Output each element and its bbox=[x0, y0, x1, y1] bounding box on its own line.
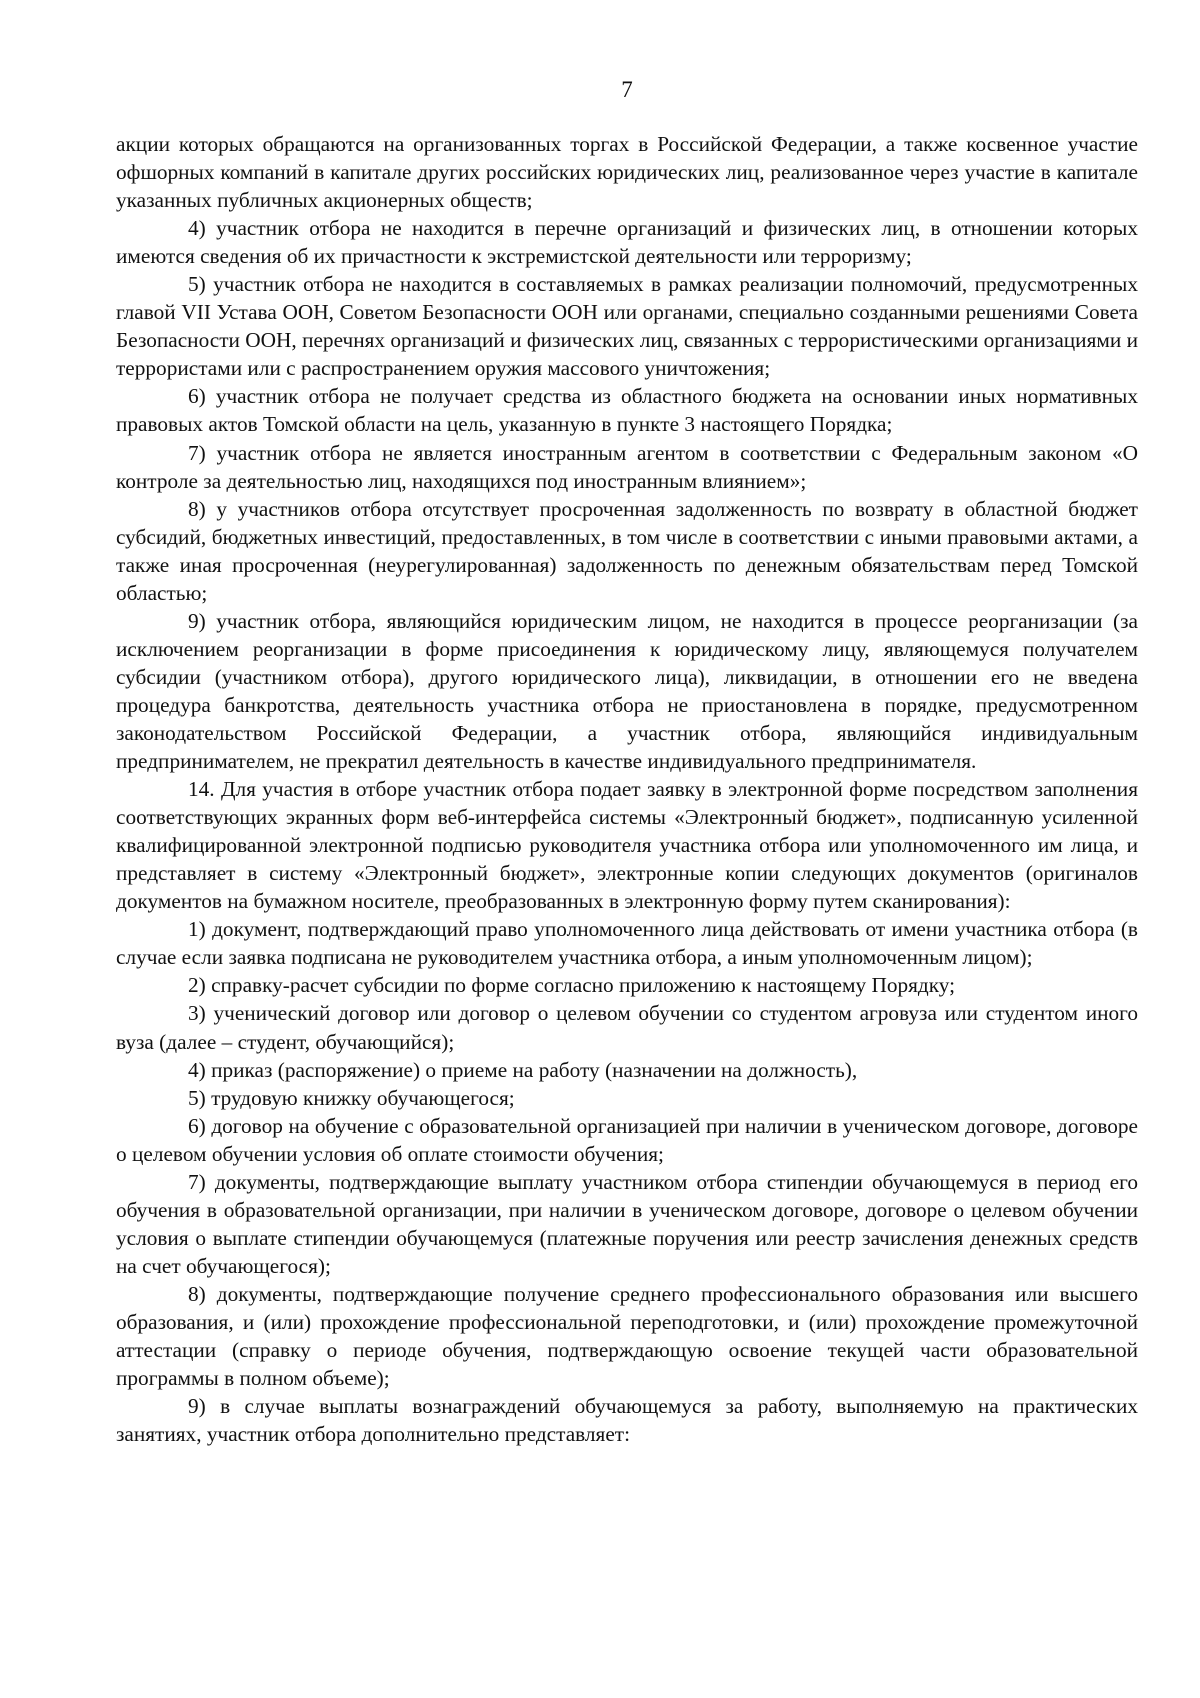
paragraph-doc-7: 7) документы, подтверждающие выплату участником отбора стипендии обучающемуся в период его обучения в образовательной организации, при наличии в ученическом договоре, договоре о целевом обучении условия о выплате стипендии обучающемуся (платежные поручения или реестр зачисления денежных средств на счет обучающегося); bbox=[116, 1169, 1138, 1278]
paragraph-continuation: акции которых обращаются на организованных торгах в Российской Федерации, а также косвенное участие офшорных компаний в капитале других российских юридических лиц, реализованное через участие в капитале указанных публичных акционерных обществ; bbox=[116, 132, 1138, 213]
paragraph-doc-1: 1) документ, подтверждающий право уполномоченного лица действовать от имени участника отбора (в случае если заявка подписана не руководителем участника отбора, а иным уполномоченным лицом); bbox=[116, 917, 1138, 970]
paragraph-item-4: 4) участник отбора не находится в перечне организаций и физических лиц, в отношении которых имеются сведения об их причастности к экстремистской деятельности или терроризму; bbox=[116, 216, 1138, 269]
paragraph-doc-4: 4) приказ (распоряжение) о приеме на работу (назначении на должность), bbox=[188, 1057, 858, 1082]
paragraph-doc-8: 8) документы, подтверждающие получение среднего профессионального образования или высшего образования, и (или) прохождение профессиональной переподготовки, и (или) прохождение промежуточной аттестации (справку о периоде обучения, подтверждающую освоение текущей части образовательной программы в полном объеме); bbox=[116, 1281, 1138, 1391]
paragraph-doc-6: 6) договор на обучение с образовательной организацией при наличии в ученическом договоре, договоре о целевом обучении условия об оплате стоимости обучения; bbox=[116, 1113, 1138, 1166]
paragraph-item-7: 7) участник отбора не является иностранным агентом в соответствии с Федеральным законом «О контроле за деятельностью лиц, находящихся под иностранным влиянием»; bbox=[116, 440, 1138, 493]
paragraph-doc-5: 5) трудовую книжку обучающегося; bbox=[188, 1085, 515, 1110]
page-number: 7 bbox=[621, 77, 633, 102]
paragraph-item-5: 5) участник отбора не находится в составляемых в рамках реализации полномочий, предусмотренных главой VII Устава ООН, Советом Безопасности ООН или органами, специально созданными решениями Совета Безопасности ООН, перечнях организаций и физических лиц, связанных с террористическими организациями и террористами или с распространением оружия массового уничтожения; bbox=[116, 272, 1138, 381]
paragraph-doc-3: 3) ученический договор или договор о целевом обучении со студентом агровуза или студентом иного вуза (далее – студент, обучающийся); bbox=[116, 1001, 1138, 1054]
paragraph-item-8: 8) у участников отбора отсутствует просроченная задолженность по возврату в областной бюджет субсидий, бюджетных инвестиций, предоставленных, в том числе в соответствии с иными правовыми актами, а также иная просроченная (неурегулированная) задолженность по денежным обязательствам перед Томской областью; bbox=[116, 496, 1138, 605]
paragraph-doc-2: 2) справку-расчет субсидии по форме согласно приложению к настоящему Порядку; bbox=[188, 973, 956, 998]
paragraph-doc-9: 9) в случае выплаты вознаграждений обучающемуся за работу, выполняемую на практических занятиях, участник отбора дополнительно представляет: bbox=[116, 1394, 1138, 1447]
document-body bbox=[116, 130, 1138, 1448]
paragraph-item-9: 9) участник отбора, являющийся юридическим лицом, не находится в процессе реорганизации (за исключением реорганизации в форме присоединения к юридическому лицу, являющемуся получателем субсидии (участником отбора), другого юридического лица), ликвидации, в отношении его не введена процедура банкротства, деятельность участника отбора не приостановлена в порядке, предусмотренном законодательством Российской Федерации, а участник отбора, являющийся индивидуальным предпринимателем, не прекратил деятельность в качестве индивидуального предпринимателя. bbox=[116, 608, 1138, 774]
paragraph-section-14: 14. Для участия в отборе участник отбора подает заявку в электронной форме посредством заполнения соответствующих экранных форм веб-интерфейса системы «Электронный бюджет», подписанную усиленной квалифицированной электронной подписью руководителя участника отбора или уполномоченного им лица, и представляет в систему «Электронный бюджет», электронные копии следующих документов (оригиналов документов на бумажном носителе, преобразованных в электронную форму путем сканирования): bbox=[116, 777, 1138, 914]
paragraph-item-6: 6) участник отбора не получает средства из областного бюджета на основании иных нормативных правовых актов Томской области на цель, указанную в пункте 3 настоящего Порядка; bbox=[116, 384, 1138, 437]
